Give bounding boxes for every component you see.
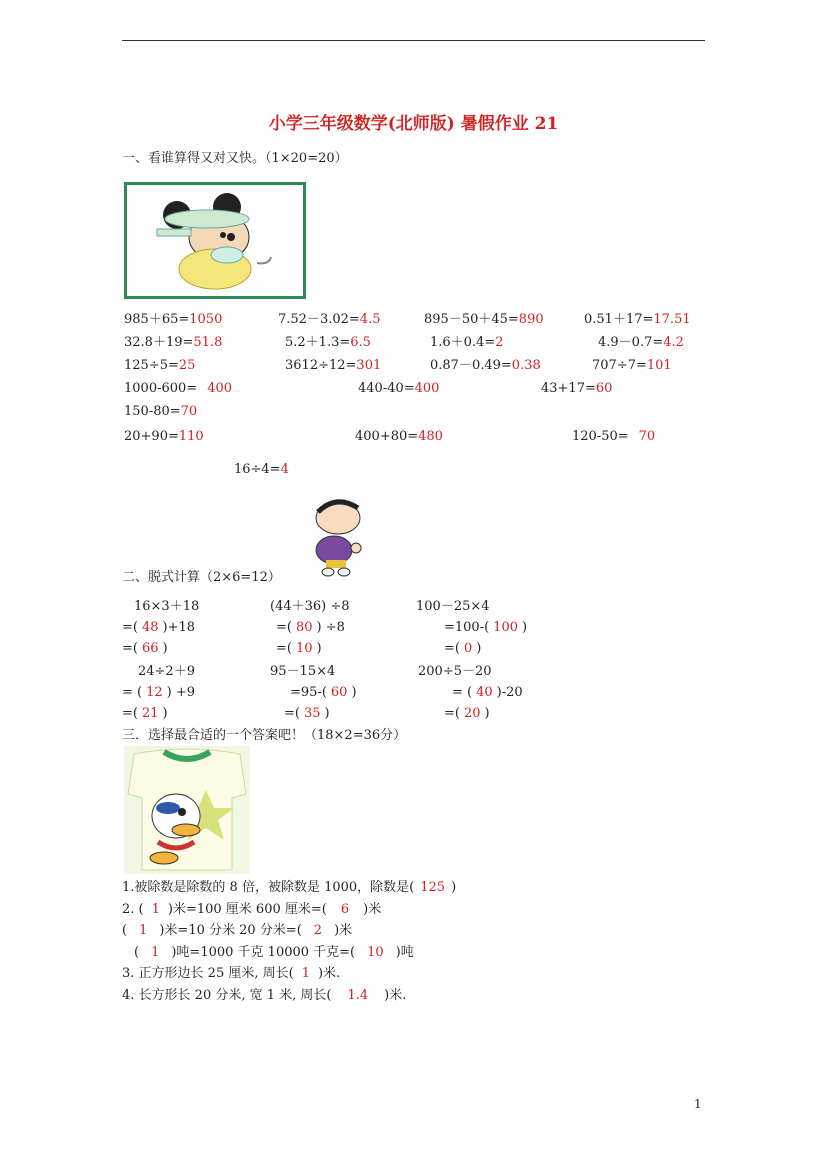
step-answer: 21 <box>141 706 159 721</box>
calc-expression: 0.51＋17= <box>584 312 654 327</box>
calc-expression: 985＋65= <box>124 312 190 327</box>
step-text: ) <box>316 641 322 656</box>
step-line <box>444 706 490 722</box>
calc-problem <box>124 312 222 328</box>
step-answer: 12 <box>146 685 163 700</box>
calc-answer: 2 <box>495 335 504 350</box>
step-text: =95-( <box>290 685 327 700</box>
section2-heading: 二、脱式计算（2×6=12） <box>122 570 281 585</box>
calc-problem <box>278 312 380 328</box>
step-text: = ( <box>122 685 143 700</box>
calc-expression: 120-50= <box>572 429 629 444</box>
step-answer: 80 <box>295 620 313 635</box>
calc-problem <box>355 429 443 445</box>
step-text: =( <box>284 706 300 721</box>
donald-duck-illustration <box>124 746 250 874</box>
step-line <box>444 620 527 636</box>
calc-expression: 895－50＋45= <box>424 312 519 327</box>
calc-answer: 890 <box>518 312 544 327</box>
step-line <box>452 685 523 701</box>
step-text: ) <box>484 706 490 721</box>
page-number: 1 <box>694 1097 702 1111</box>
calc-answer: 70 <box>638 429 656 444</box>
step-line <box>444 641 481 657</box>
step-answer: 35 <box>303 706 321 721</box>
calc-answer: 4.5 <box>359 312 381 327</box>
step-text: ) <box>324 706 330 721</box>
step-text: =( <box>122 641 138 656</box>
step-line <box>276 620 345 636</box>
step-problem-expression: 200÷5－20 <box>418 664 492 679</box>
section1-heading: 一、看谁算得又对又快。（1×20=20） <box>122 151 348 166</box>
calc-expression: 5.2＋1.3= <box>285 335 351 350</box>
calc-expression: 3612÷12= <box>285 358 357 373</box>
calc-problem <box>124 381 232 397</box>
calc-expression: 0.87－0.49= <box>430 358 512 373</box>
calc-expression: 150-80= <box>124 404 181 419</box>
calc-answer: 400 <box>207 381 233 396</box>
step-problem-expression: 24÷2＋9 <box>138 664 195 679</box>
page-title: 小学三年级数学(北师版) 暑假作业 21 <box>268 114 559 134</box>
question-2c: ( 1 )吨=1000 千克 10000 千克=( 10 )吨 <box>134 945 414 960</box>
calc-answer: 110 <box>178 429 204 444</box>
donald-duck-icon <box>124 746 250 874</box>
calc-answer: 70 <box>180 404 198 419</box>
mickey-icon <box>127 185 303 296</box>
calc-problem <box>124 404 197 420</box>
step-text: = ( <box>452 685 473 700</box>
calc-problem <box>424 312 544 328</box>
step-line <box>284 706 330 722</box>
header-rule <box>122 40 705 41</box>
step-line <box>276 641 322 657</box>
step-text: ) <box>162 706 168 721</box>
calc-problem <box>541 381 612 397</box>
step-line <box>122 685 195 701</box>
question-2b: ( 1 )米=10 分米 20 分米=( 2 )米 <box>122 923 353 938</box>
step-text: =( <box>122 620 138 635</box>
section3-heading: 三．选择最合适的一个答案吧！（18×2=36分） <box>122 728 407 743</box>
calc-expression: 16÷4= <box>234 462 281 477</box>
step-problem-expression: 95－15×4 <box>270 664 336 679</box>
calc-answer: 400 <box>414 381 440 396</box>
step-text: ) <box>476 641 482 656</box>
calc-problem <box>430 335 504 351</box>
calc-answer: 101 <box>646 358 672 373</box>
step-text: =( <box>444 706 460 721</box>
step-text: =( <box>444 641 460 656</box>
step-text: )+18 <box>162 620 196 635</box>
calc-problem <box>124 429 204 445</box>
calc-problem <box>285 358 381 374</box>
calc-answer: 0.38 <box>511 358 541 373</box>
step-text: ) <box>162 641 168 656</box>
step-problem-expression: 100－25×4 <box>416 599 490 614</box>
shinchan-icon <box>298 492 374 580</box>
question-1: 1.被除数是除数的 8 倍，被除数是 1000，除数是( 125 ) <box>122 880 457 895</box>
calc-expression: 707÷7= <box>592 358 647 373</box>
step-problem-expression: (44＋36) ÷8 <box>270 599 350 614</box>
calc-answer: 17.51 <box>653 312 691 327</box>
step-answer: 60 <box>330 685 348 700</box>
question-3: 3. 正方形边长 25 厘米, 周长( 1 )米. <box>122 966 341 981</box>
calc-expression: 7.52－3.02= <box>278 312 360 327</box>
step-answer: 20 <box>463 706 481 721</box>
step-answer: 10 <box>295 641 313 656</box>
step-answer: 40 <box>476 685 493 700</box>
step-text: ) ÷8 <box>316 620 345 635</box>
calc-expression: 440-40= <box>358 381 415 396</box>
calc-answer: 4.2 <box>663 335 684 350</box>
calc-expression: 4.9－0.7= <box>598 335 664 350</box>
calc-answer: 6.5 <box>350 335 371 350</box>
step-text: ) <box>522 620 528 635</box>
step-text: )-20 <box>496 685 523 700</box>
step-answer: 100 <box>493 620 518 635</box>
step-line <box>122 641 168 657</box>
calc-problem <box>358 381 439 397</box>
calc-problem <box>598 335 684 351</box>
calc-problem <box>584 312 691 328</box>
step-answer: 48 <box>141 620 159 635</box>
step-answer: 0 <box>463 641 473 656</box>
step-text: =( <box>276 620 292 635</box>
step-text: =( <box>122 706 138 721</box>
calc-expression: 1000-600= <box>124 381 198 396</box>
calc-expression: 20+90= <box>124 429 179 444</box>
calc-problem <box>234 462 289 478</box>
shinchan-illustration <box>298 492 374 580</box>
mickey-illustration <box>124 182 306 299</box>
calc-problem <box>285 335 371 351</box>
step-line <box>290 685 357 701</box>
calc-answer: 60 <box>595 381 613 396</box>
calc-answer: 51.8 <box>193 335 223 350</box>
calc-answer: 480 <box>418 429 443 444</box>
calc-expression: 125÷5= <box>124 358 179 373</box>
question-4: 4. 长方形长 20 分米, 宽 1 米, 周长( 1.4 )米. <box>122 988 407 1003</box>
calc-problem <box>592 358 672 374</box>
calc-expression: 32.8＋19= <box>124 335 194 350</box>
calc-expression: 400+80= <box>355 429 419 444</box>
calc-problem <box>430 358 541 374</box>
calc-expression: 1.6＋0.4= <box>430 335 496 350</box>
step-answer: 66 <box>141 641 159 656</box>
calc-answer: 25 <box>178 358 196 373</box>
calc-problem <box>572 429 655 445</box>
step-text: ) <box>351 685 357 700</box>
calc-problem <box>124 358 195 374</box>
calc-answer: 301 <box>356 358 382 373</box>
step-text: =( <box>276 641 292 656</box>
calc-answer: 1050 <box>189 312 223 327</box>
step-line <box>122 706 168 722</box>
step-problem-expression: 16×3＋18 <box>134 599 200 614</box>
step-text: ) +9 <box>166 685 196 700</box>
step-text: =100-( <box>444 620 490 635</box>
question-2a: 2. ( 1 )米=100 厘米 600 厘米=( 6 )米 <box>122 902 382 917</box>
calc-answer: 4 <box>280 462 289 477</box>
step-line <box>122 620 195 636</box>
calc-expression: 43+17= <box>541 381 596 396</box>
calc-problem <box>124 335 222 351</box>
